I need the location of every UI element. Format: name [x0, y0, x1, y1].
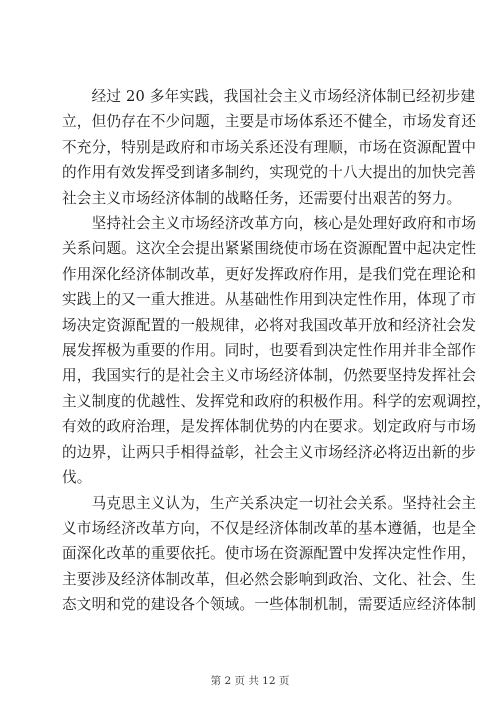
text-line: 态文明和党的建设各个领域。一些体制机制，需要适应经济体制 [62, 596, 477, 614]
document-body [62, 84, 492, 618]
text-line: 展发挥极为重要的作用。同时，也要看到决定性作用并非全部作 [62, 342, 477, 360]
text-line: 不充分，特别是政府和市场关系还没有理顺，市场在资源配置中 [62, 138, 477, 156]
text-line: 场决定资源配置的一般规律，必将对我国改革开放和经济社会发 [62, 316, 477, 334]
text-line: 的边界，让两只手相得益彰，社会主义市场经济必将迈出新的步 [62, 443, 477, 461]
text-line: 用，我国实行的是社会主义市场经济体制，仍然要坚持发挥社会 [62, 367, 477, 385]
page-number-label: 第 2 页 共 12 页 [210, 675, 290, 687]
text-line: 社会主义市场经济体制的战略任务，还需要付出艰苦的努力。 [62, 189, 462, 207]
text-line: 面深化改革的重要依托。使市场在资源配置中发挥决定性作用， [62, 545, 477, 563]
text-line: 实践上的又一重大推进。从基础性作用到决定性作用，体现了市 [62, 291, 477, 309]
text-line: 有效的政府治理，是发挥体制优势的内在要求。划定政府与市场 [62, 418, 477, 436]
paragraph-1 [62, 84, 477, 211]
text-line: 主义制度的优越性、发挥党和政府的积极作用。科学的宏观调控， [62, 392, 492, 410]
page-footer [0, 673, 500, 688]
text-line: 关系问题。这次全会提出紧紧围绕使市场在资源配置中起决定性 [62, 240, 477, 258]
text-line: 马克思主义认为，生产关系决定一切社会关系。坚持社会主 [62, 494, 477, 512]
text-line: 的作用有效发挥受到诸多制约，实现党的十八大提出的加快完善 [62, 164, 477, 182]
text-line: 作用深化经济体制改革，更好发挥政府作用，是我们党在理论和 [62, 265, 477, 283]
text-line: 立，但仍存在不少问题，主要是市场体系还不健全，市场发育还 [62, 113, 477, 131]
paragraph-2 [62, 211, 492, 490]
paragraph-3 [62, 491, 477, 618]
text-line: 坚持社会主义市场经济改革方向，核心是处理好政府和市场 [62, 215, 477, 233]
text-line: 主要涉及经济体制改革，但必然会影响到政治、文化、社会、生 [62, 570, 477, 588]
text-line: 义市场经济改革方向，不仅是经济体制改革的基本遵循，也是全 [62, 519, 477, 537]
text-line: 伐。 [62, 469, 92, 487]
text-line: 经过 20 多年实践，我国社会主义市场经济体制已经初步建 [62, 88, 476, 105]
